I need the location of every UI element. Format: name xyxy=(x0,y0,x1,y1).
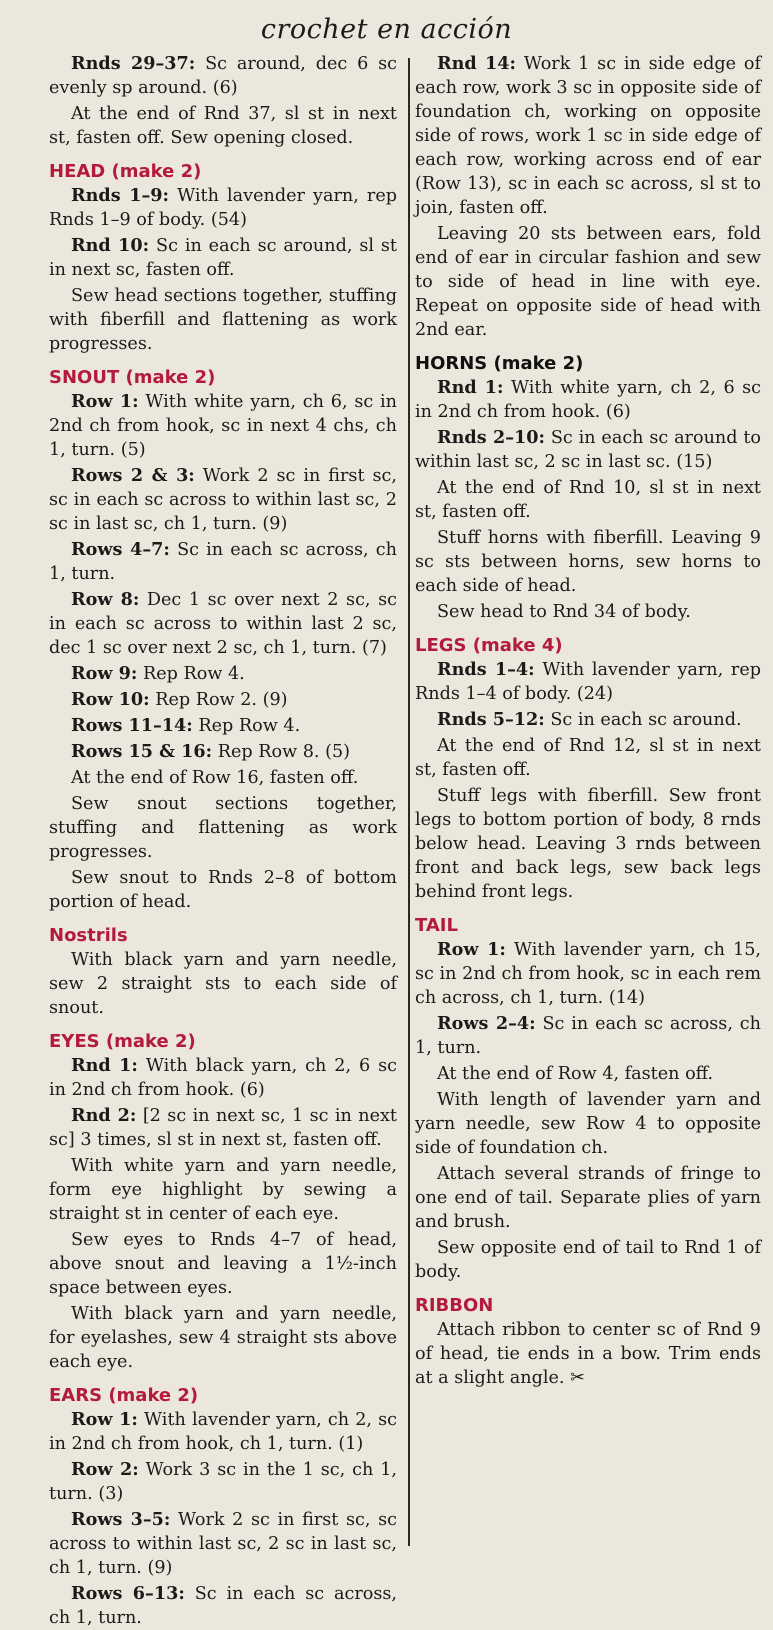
instruction-paragraph xyxy=(415,1318,761,1390)
instruction-paragraph xyxy=(49,688,397,712)
step-text: Attach ribbon to center sc of Rnd 9 of head, tie ends in a bow. Trim ends at a slight angle. ✂ xyxy=(415,1320,761,1388)
section-heading: EARS (make 2) xyxy=(49,1385,199,1406)
step-text: Work 2 sc in first sc, sc across to within last sc, 2 sc in last sc, ch 1, turn. (9) xyxy=(49,1510,397,1578)
section-heading: Nostrils xyxy=(49,925,128,946)
instruction-paragraph xyxy=(49,1054,397,1102)
step-label: Rows 4–7: xyxy=(71,539,170,560)
step-text: Dec 1 sc over next 2 sc, sc in each sc across to within last 2 sc, dec 1 sc over next 2 sc, ch 1, turn. (7) xyxy=(49,590,397,658)
instruction-paragraph xyxy=(49,1508,397,1580)
instruction-paragraph xyxy=(415,376,761,424)
instruction-paragraph xyxy=(49,766,397,790)
instruction-paragraph xyxy=(415,708,761,732)
instruction-paragraph xyxy=(415,1062,761,1086)
step-text: With lavender yarn, ch 15, sc in 2nd ch from hook, sc in each rem ch across, ch 1, turn. (14) xyxy=(415,940,761,1008)
instruction-paragraph xyxy=(49,792,397,864)
step-text: Rep Row 8. (5) xyxy=(212,742,351,762)
instruction-paragraph xyxy=(415,734,761,782)
instruction-paragraph xyxy=(49,1302,397,1374)
instruction-paragraph xyxy=(415,938,761,1010)
step-label: Rows 2 & 3: xyxy=(71,465,195,486)
instruction-paragraph xyxy=(49,948,397,1020)
instruction-paragraph xyxy=(415,1012,761,1060)
step-text: Rep Row 4. xyxy=(137,664,245,684)
instruction-paragraph xyxy=(49,1104,397,1152)
step-text: Work 3 sc in the 1 sc, ch 1, turn. (3) xyxy=(49,1460,398,1504)
instruction-paragraph xyxy=(49,1408,397,1456)
step-text: Work 2 sc in first sc, sc in each sc across to within last sc, 2 sc in last sc, ch 1, turn. (9) xyxy=(49,466,397,534)
step-text: Sc in each sc across, ch 1, turn. xyxy=(49,1584,397,1628)
instruction-paragraph xyxy=(49,390,397,462)
step-text: Sc around, dec 6 sc evenly sp around. (6) xyxy=(49,54,397,98)
step-label: Rnd 14: xyxy=(437,53,517,74)
step-text: With white yarn and yarn needle, form eye highlight by sewing a straight st in center of each eye. xyxy=(49,1156,397,1224)
step-text: Work 1 sc in side edge of each row, work 3 sc in opposite side of foundation ch, working on opposite side of rows, work 1 sc in side edge of each row, working across end of ear (Row 13), sc in each sc across, sl st to join, fasten off. xyxy=(415,54,761,218)
instruction-paragraph xyxy=(49,740,397,764)
step-label: Rnd 1: xyxy=(71,1055,138,1076)
step-text: With lavender yarn, rep Rnds 1–9 of body. (54) xyxy=(49,186,397,230)
step-text: [2 sc in next sc, 1 sc in next sc] 3 times, sl st in next st, fasten off. xyxy=(49,1106,397,1150)
section-heading: EYES (make 2) xyxy=(49,1031,196,1052)
step-text: Rep Row 2. (9) xyxy=(149,690,288,710)
step-text: Stuff legs with fiberfill. Sew front legs to bottom portion of body, 8 rnds below head. Leaving 3 rnds between front and back legs, sew back legs behind front legs. xyxy=(415,786,761,902)
instruction-paragraph xyxy=(49,588,397,660)
instruction-paragraph xyxy=(49,234,397,282)
step-label: Rnd 10: xyxy=(71,235,150,256)
step-label: Rnds 1–4: xyxy=(437,659,535,680)
step-label: Row 1: xyxy=(71,1409,138,1430)
section-heading: TAIL xyxy=(415,915,458,936)
instruction-paragraph xyxy=(49,184,397,232)
step-text: Sew opposite end of tail to Rnd 1 of body. xyxy=(415,1238,761,1282)
instruction-paragraph xyxy=(415,526,761,598)
step-text: Sc in each sc around to within last sc, 2 sc in last sc. (15) xyxy=(415,428,761,472)
step-label: Rnds 5–12: xyxy=(437,709,545,730)
left-column xyxy=(49,52,397,1630)
instruction-paragraph xyxy=(49,102,397,150)
step-label: Rnds 29–37: xyxy=(71,53,196,74)
instruction-paragraph xyxy=(415,426,761,474)
step-text: Leaving 20 sts between ears, fold end of ear in circular fashion and sew to side of head in line with eye. Repeat on opposite side of head with 2nd ear. xyxy=(415,224,761,340)
step-text: At the end of Row 4, fasten off. xyxy=(437,1064,714,1084)
step-text: With white yarn, ch 2, 6 sc in 2nd ch from hook. (6) xyxy=(415,378,762,422)
step-text: Sew head sections together, stuffing with fiberfill and flattening as work progresses. xyxy=(49,286,397,354)
step-text: Sew head to Rnd 34 of body. xyxy=(437,602,691,622)
step-label: Rnd 2: xyxy=(71,1105,137,1126)
instruction-paragraph xyxy=(415,1236,761,1284)
step-text: Sc in each sc across, ch 1, turn. xyxy=(415,1014,761,1058)
section-heading: SNOUT (make 2) xyxy=(49,367,216,388)
section-heading: HEAD (make 2) xyxy=(49,161,202,182)
masthead: crochet en acción xyxy=(260,14,513,45)
step-label: Rnd 1: xyxy=(437,377,504,398)
step-text: Sc in each sc around. xyxy=(544,710,742,730)
section-heading: HORNS (make 2) xyxy=(415,353,584,374)
instruction-paragraph xyxy=(415,1162,761,1234)
step-label: Row 2: xyxy=(71,1459,139,1480)
step-text: At the end of Rnd 12, sl st in next st, fasten off. xyxy=(415,736,761,780)
step-text: With lavender yarn, ch 2, sc in 2nd ch from hook, ch 1, turn. (1) xyxy=(49,1410,397,1454)
step-text: With lavender yarn, rep Rnds 1–4 of body. (24) xyxy=(415,660,761,704)
step-text: With white yarn, ch 6, sc in 2nd ch from hook, sc in next 4 chs, ch 1, turn. (5) xyxy=(49,392,397,460)
instruction-paragraph xyxy=(49,1458,397,1506)
instruction-paragraph xyxy=(415,1088,761,1160)
column-divider xyxy=(408,58,410,1546)
instruction-paragraph xyxy=(49,1228,397,1300)
step-label: Rnds 1–9: xyxy=(71,185,170,206)
instruction-paragraph xyxy=(49,1582,397,1630)
step-text: With black yarn and yarn needle, sew 2 straight sts to each side of snout. xyxy=(49,950,397,1018)
section-heading: LEGS (make 4) xyxy=(415,635,563,656)
instruction-paragraph xyxy=(49,52,397,100)
instruction-paragraph xyxy=(415,600,761,624)
step-label: Row 8: xyxy=(71,589,140,610)
instruction-paragraph xyxy=(415,222,761,342)
step-label: Rnds 2–10: xyxy=(437,427,546,448)
step-text: Sc in each sc across, ch 1, turn. xyxy=(49,540,397,584)
instruction-paragraph xyxy=(49,538,397,586)
step-text: Sew eyes to Rnds 4–7 of head, above snout and leaving a 1½-inch space between eyes. xyxy=(49,1230,397,1298)
step-label: Row 10: xyxy=(71,689,150,710)
instruction-paragraph xyxy=(415,52,761,220)
step-text: At the end of Rnd 37, sl st in next st, fasten off. Sew opening closed. xyxy=(49,104,397,148)
step-text: Attach several strands of fringe to one end of tail. Separate plies of yarn and brush. xyxy=(415,1164,761,1232)
step-label: Row 1: xyxy=(437,939,506,960)
instruction-paragraph xyxy=(415,784,761,904)
step-text: Sew snout sections together, stuffing and flattening as work progresses. xyxy=(49,794,397,862)
step-text: Sc in each sc around, sl st in next sc, fasten off. xyxy=(49,236,397,280)
step-text: With length of lavender yarn and yarn needle, sew Row 4 to opposite side of foundation ch. xyxy=(415,1090,761,1158)
step-text: With black yarn and yarn needle, for eyelashes, sew 4 straight sts above each eye. xyxy=(49,1304,397,1372)
instruction-paragraph xyxy=(415,476,761,524)
step-label: Rows 2–4: xyxy=(437,1013,536,1034)
step-label: Row 9: xyxy=(71,663,138,684)
step-label: Rows 11–14: xyxy=(71,715,193,736)
step-label: Row 1: xyxy=(71,391,139,412)
step-text: Sew snout to Rnds 2–8 of bottom portion of head. xyxy=(49,868,397,912)
instruction-paragraph xyxy=(49,714,397,738)
step-text: At the end of Row 16, fasten off. xyxy=(71,768,359,788)
right-column xyxy=(415,52,761,1390)
instruction-paragraph xyxy=(49,866,397,914)
section-heading: RIBBON xyxy=(415,1295,494,1316)
instruction-paragraph xyxy=(415,658,761,706)
step-label: Rows 6–13: xyxy=(71,1583,185,1604)
instruction-paragraph xyxy=(49,1154,397,1226)
step-label: Rows 3–5: xyxy=(71,1509,171,1530)
step-text: Stuff horns with fiberfill. Leaving 9 sc sts between horns, sew horns to each side of head. xyxy=(415,528,761,596)
instruction-paragraph xyxy=(49,284,397,356)
instruction-paragraph xyxy=(49,662,397,686)
step-label: Rows 15 & 16: xyxy=(71,741,213,762)
step-text: Rep Row 4. xyxy=(192,716,301,736)
step-text: At the end of Rnd 10, sl st in next st, fasten off. xyxy=(415,478,761,522)
instruction-paragraph xyxy=(49,464,397,536)
step-text: With black yarn, ch 2, 6 sc in 2nd ch from hook. (6) xyxy=(49,1056,398,1100)
